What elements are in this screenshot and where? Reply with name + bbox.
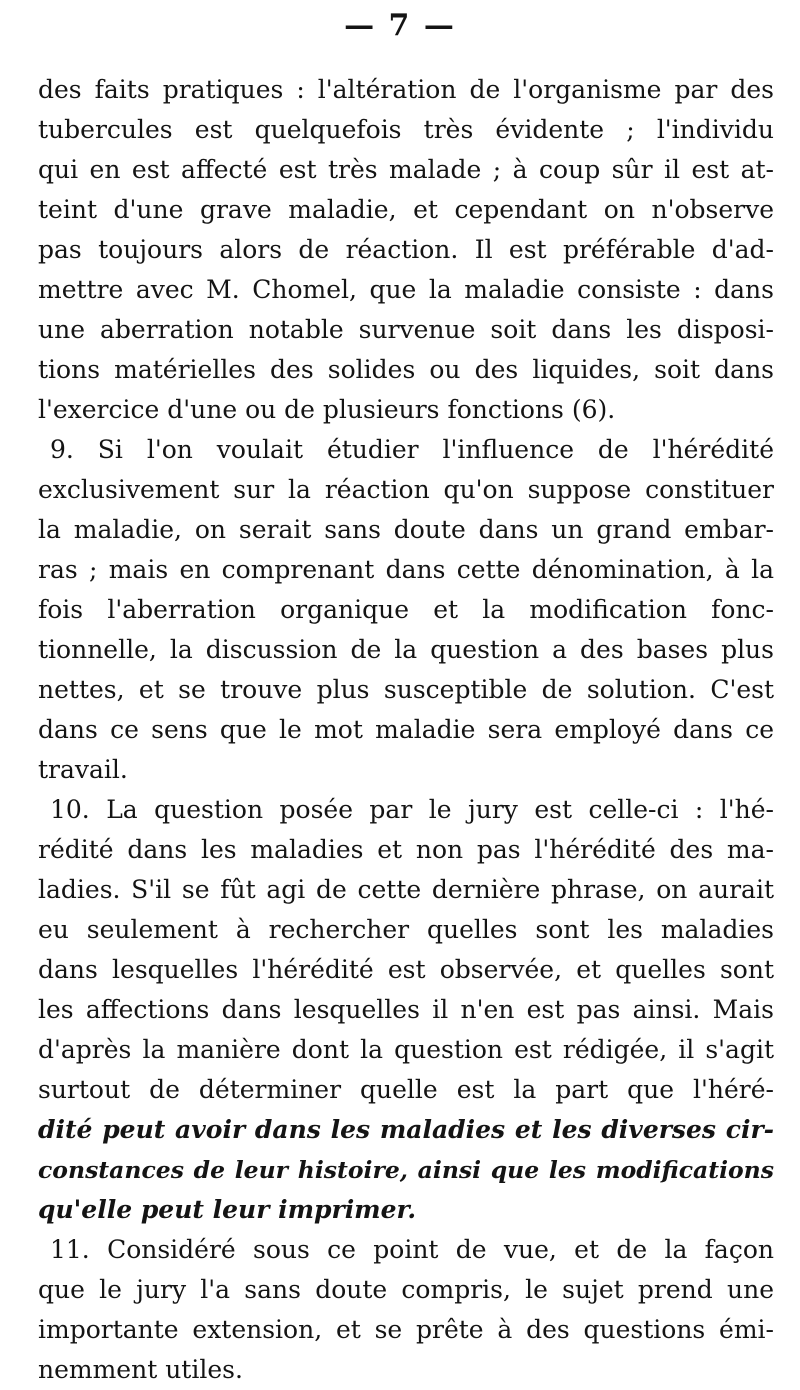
text-line: 10. La question posée par le jury est celle-ci : l'hé- <box>50 795 774 824</box>
text-line: d'après la manière dont la question est rédigée, il s'agit <box>38 1035 774 1064</box>
text-line: une aberration notable survenue soit dans les disposi- <box>38 315 774 344</box>
text-line: dans ce sens que le mot maladie sera employé dans ce <box>38 715 774 744</box>
page-number: — 7 — <box>344 8 456 43</box>
text-line: qu'elle peut leur imprimer. <box>38 1195 417 1224</box>
text-line: mettre avec M. Chomel, que la maladie consiste : dans <box>38 275 774 304</box>
text-line: rédité dans les maladies et non pas l'hérédité des ma- <box>38 835 774 864</box>
text-line: des faits pratiques : l'altération de l'organisme par des <box>38 75 774 104</box>
text-line: fois l'aberration organique et la modification fonc- <box>38 595 774 624</box>
text-line: tubercules est quelquefois très évidente ; l'individu <box>38 115 774 144</box>
text-line: qui en est affecté est très malade ; à coup sûr il est at- <box>38 155 774 184</box>
text-line: 11. Considéré sous ce point de vue, et de la façon <box>50 1235 774 1264</box>
text-line: surtout de déterminer quelle est la part que l'héré- <box>38 1075 774 1104</box>
text-line: nettes, et se trouve plus susceptible de solution. C'est <box>38 675 774 704</box>
body-text <box>38 70 774 1390</box>
text-line: tions matérielles des solides ou des liquides, soit dans <box>38 355 774 384</box>
text-line: ras ; mais en comprenant dans cette dénomination, à la <box>38 555 774 584</box>
text-line: constances de leur histoire, ainsi que les modifications <box>38 1156 774 1184</box>
text-line: ladies. S'il se fût agi de cette dernière phrase, on aurait <box>38 875 774 904</box>
text-line: teint d'une grave maladie, et cependant on n'observe <box>38 195 774 224</box>
text-line: 9. Si l'on voulait étudier l'influence de l'hérédité <box>50 435 774 464</box>
text-line: nemment utiles. <box>38 1355 243 1384</box>
text-line: dité peut avoir dans les maladies et les diverses cir- <box>38 1115 774 1144</box>
text-line: pas toujours alors de réaction. Il est préférable d'ad- <box>38 235 774 264</box>
text-line: dans lesquelles l'hérédité est observée, et quelles sont <box>38 955 774 984</box>
text-line: importante extension, et se prête à des questions émi- <box>38 1315 774 1344</box>
text-line: l'exercice d'une ou de plusieurs fonctions (6). <box>38 395 616 424</box>
text-line: la maladie, on serait sans doute dans un grand embar- <box>38 515 774 544</box>
text-line: les affections dans lesquelles il n'en est pas ainsi. Mais <box>38 995 774 1024</box>
text-line: eu seulement à rechercher quelles sont les maladies <box>38 915 774 944</box>
text-line: travail. <box>38 755 128 784</box>
text-line: exclusivement sur la réaction qu'on suppose constituer <box>38 475 774 504</box>
text-line: tionnelle, la discussion de la question a des bases plus <box>38 635 774 664</box>
text-line: que le jury l'a sans doute compris, le sujet prend une <box>38 1275 774 1304</box>
